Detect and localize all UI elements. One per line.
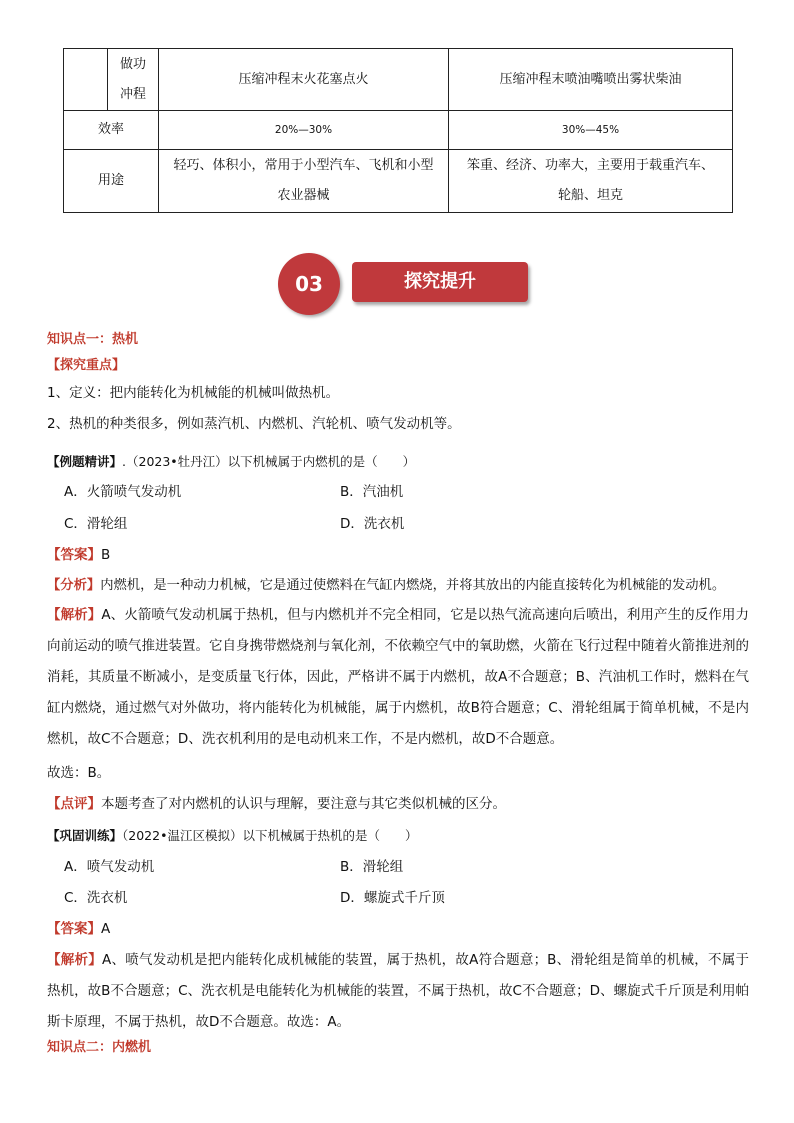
explanation-text: A、火箭喷气发动机属于热机，但与内燃机并不完全相同，它是以热气流高速向后喷出，利用产生的反作用力向前运动的喷气推进装置。它自身携带燃烧剂与氧化剂，不依赖空气中的氧助燃，火箭在飞行过程中随着火箭推进剂的消耗，其质量不断减小，是变质量飞行体，因此，严格讲不属于内燃机，故A不合题意；B、汽油机工作时，燃料在气缸内燃烧，通过燃气对外做功，将内能转化为机械能，属于内燃机，故B符合题意；C、滑轮组属于简单机械，不是内燃机，故C不合题意；D、洗衣机利用的是电动机来工作，不是内燃机，故D不合题意。 <box>47 607 749 747</box>
option-c: C．滑轮组 <box>64 516 128 532</box>
answer-tag: 【答案】 <box>47 921 101 937</box>
example-stem: .（2023•牡丹江）以下机械属于内燃机的是（ ） <box>122 454 416 469</box>
explanation-tag: 【解析】 <box>47 952 103 968</box>
option-b: B．滑轮组 <box>340 859 404 875</box>
practice-tag: 【巩固训练】 <box>47 828 123 843</box>
practice-question <box>47 825 417 847</box>
table-cell: 压缩冲程末火花塞点火 <box>159 49 449 111</box>
table-row <box>64 111 733 150</box>
analysis-line <box>47 575 725 597</box>
analysis-text: 内燃机，是一种动力机械，它是通过使燃料在气缸内燃烧，并将其放出的内能直接转化为机械能的发动机。 <box>100 578 726 593</box>
types-point: 2、热机的种类很多，例如蒸汽机、内燃机、汽轮机、喷气发动机等。 <box>47 416 461 432</box>
section-banner <box>278 253 530 315</box>
table-cell <box>108 49 159 111</box>
answer-line <box>47 918 110 940</box>
stroke-label: 做功 <box>119 56 146 72</box>
answer-tag: 【答案】 <box>47 547 101 563</box>
option-d: D．螺旋式千斤顶 <box>340 890 445 906</box>
table-cell: 用途 <box>64 150 159 213</box>
example-tag: 【例题精讲】 <box>47 454 123 469</box>
comment-line <box>47 793 506 815</box>
option-a: A．喷气发动机 <box>64 859 155 875</box>
cell-line: 农业器械 <box>277 188 330 203</box>
table-cell: 30%—45% <box>449 111 733 150</box>
section-number-badge: 03 <box>278 253 340 315</box>
explanation-tag: 【解析】 <box>47 607 102 623</box>
knowledge-point-title: 知识点二：内燃机 <box>47 1040 152 1055</box>
cell-line: 轮船、坦克 <box>557 188 623 203</box>
comment-tag: 【点评】 <box>47 796 101 812</box>
option-a: A．火箭喷气发动机 <box>64 484 182 500</box>
table-cell <box>159 150 449 213</box>
stroke-label: 冲程 <box>119 86 146 102</box>
choice-line: 故选：B。 <box>47 765 111 781</box>
example-question <box>47 451 415 473</box>
explanation-paragraph <box>47 600 749 760</box>
table-cell <box>449 150 733 213</box>
option-d: D．洗衣机 <box>340 516 405 532</box>
comparison-table <box>63 48 733 213</box>
explanation-paragraph <box>47 945 749 1041</box>
comment-text: 本题考查了对内燃机的认识与理解，要注意与其它类似机械的区分。 <box>101 796 506 812</box>
table-row <box>64 49 733 111</box>
cell-line: 笨重、经济、功率大，主要用于载重汽车、 <box>466 158 714 173</box>
table-row <box>64 150 733 213</box>
focus-tag: 【探究重点】 <box>47 358 126 373</box>
knowledge-point-title: 知识点一：热机 <box>47 332 139 347</box>
table-cell: 20%—30% <box>159 111 449 150</box>
table-cell <box>64 49 108 111</box>
section-title: 探究提升 <box>352 262 528 302</box>
answer-line <box>47 544 110 566</box>
table-cell: 效率 <box>64 111 159 150</box>
cell-line: 轻巧、体积小，常用于小型汽车、飞机和小型 <box>173 158 434 173</box>
practice-stem: （2022•温江区模拟）以下机械属于热机的是（ ） <box>122 828 418 843</box>
option-b: B．汽油机 <box>340 484 404 500</box>
definition-point: 1、定义：把内能转化为机械能的机械叫做热机。 <box>47 385 340 401</box>
option-c: C．洗衣机 <box>64 890 128 906</box>
answer-value: B <box>101 547 111 563</box>
table-cell: 压缩冲程末喷油嘴喷出雾状柴油 <box>449 49 733 111</box>
answer-value: A <box>101 921 111 937</box>
analysis-tag: 【分析】 <box>47 578 101 593</box>
explanation-text: A、喷气发动机是把内能转化成机械能的装置，属于热机，故A符合题意；B、滑轮组是简单的机械，不属于热机，故B不合题意；C、洗衣机是电能转化为机械能的装置，不属于热机，故C不合题意；D、螺旋式千斤顶是利用帕斯卡原理，不属于热机，故D不合题意。故选：A。 <box>47 952 749 1030</box>
